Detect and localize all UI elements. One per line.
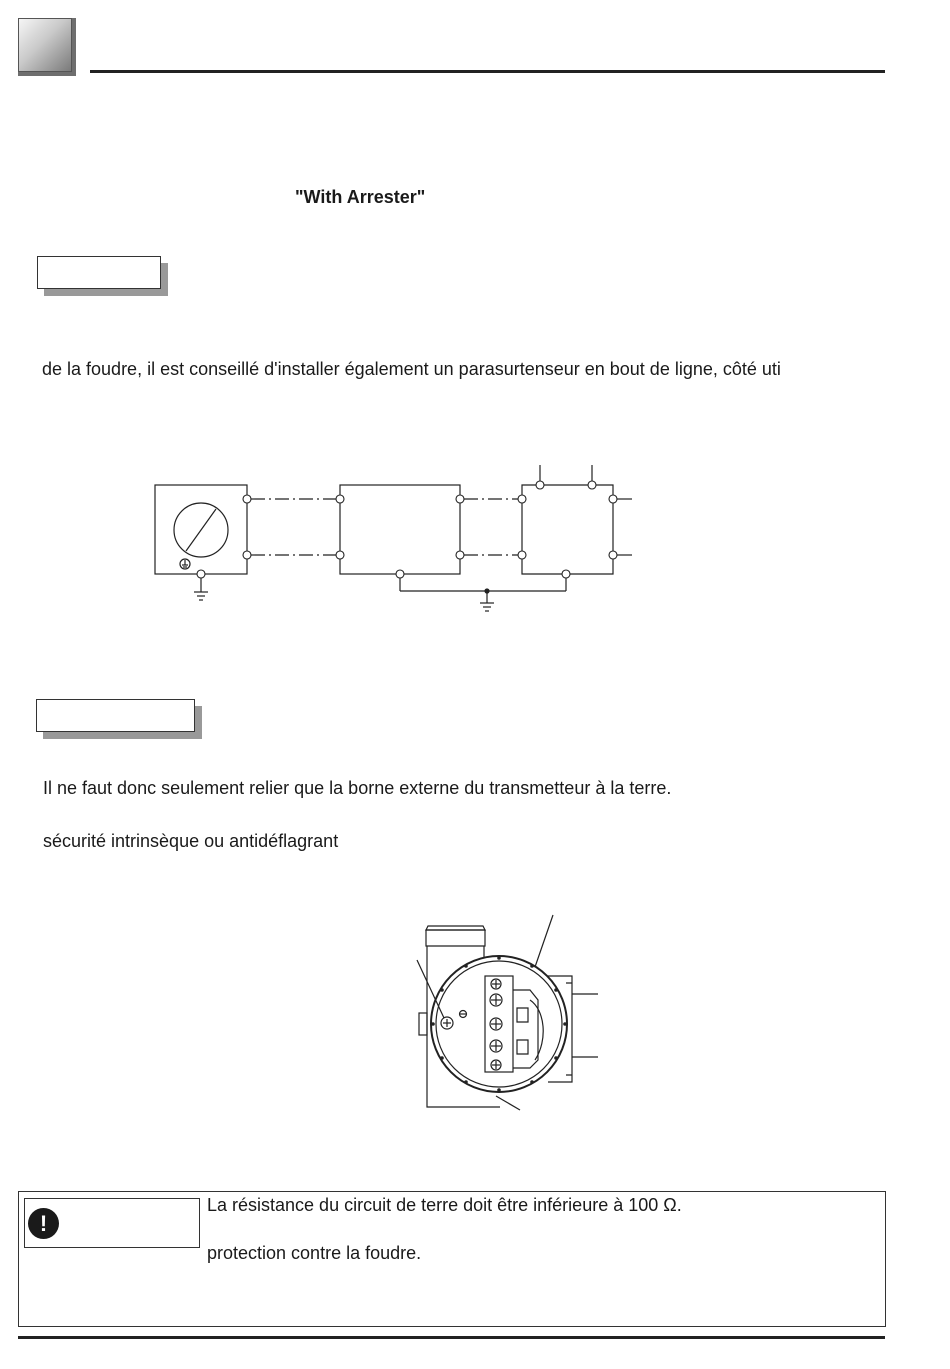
note-icon-box <box>24 1198 200 1248</box>
securite-paragraph: sécurité intrinsèque ou antidéflagrant <box>43 831 339 851</box>
note-protection-text: protection contre la foudre. <box>207 1243 422 1263</box>
borne-paragraph: Il ne faut donc seulement relier que la borne externe du transmetteur à la terre. <box>43 778 672 798</box>
exclamation-icon: ! <box>28 1208 59 1239</box>
foudre-paragraph: de la foudre, il est conseillé d'installer également un parasurtenseur en bout de ligne, côté uti <box>42 359 781 379</box>
with-arrester-text: "With Arrester" <box>295 187 426 207</box>
note-resistance-text: La résistance du circuit de terre doit être inférieure à 100 Ω. <box>207 1195 682 1215</box>
footer-rule <box>18 1336 885 1339</box>
